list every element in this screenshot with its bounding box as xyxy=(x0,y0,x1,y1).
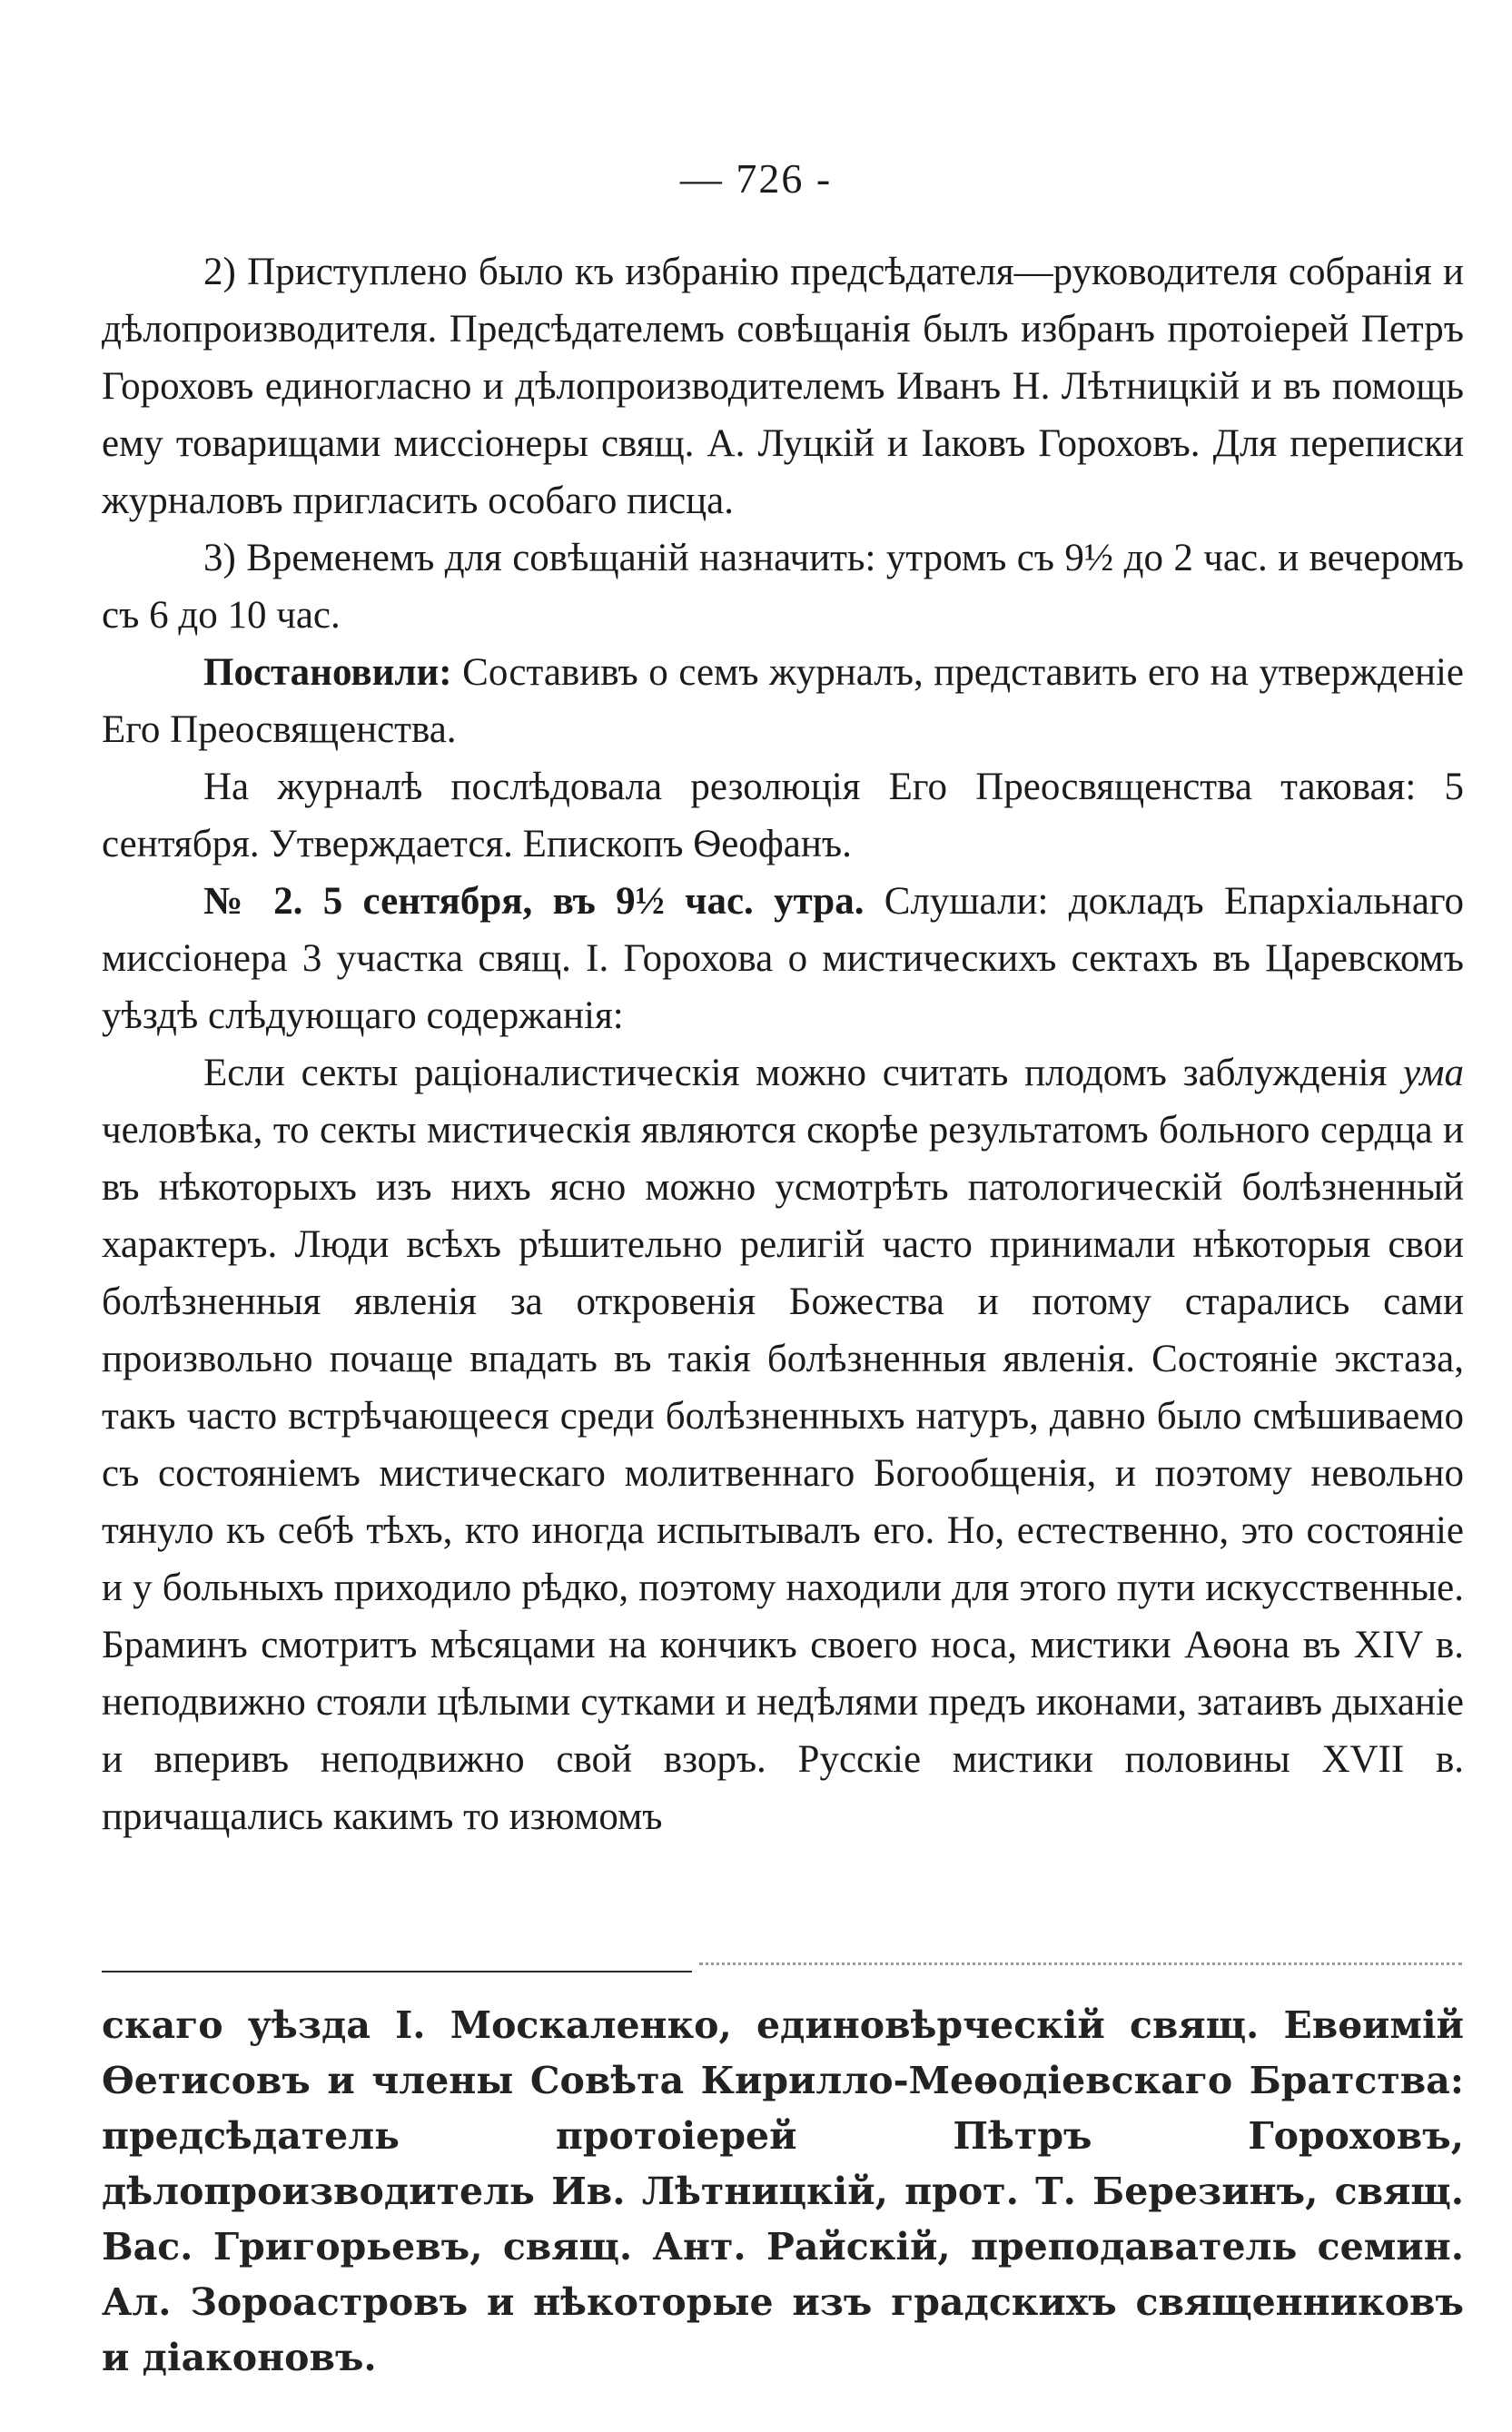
paragraph-election: 2) Приступлено было къ избранію предсѣдателя—руководителя собранія и дѣлопроизводителя. Предсѣдателемъ совѣщанія былъ избранъ протоіерей Петръ Гороховъ единогласно и дѣлопроизводителемъ Иванъ Н. Лѣтницкій и въ помощь ему товарищами миссіонеры свящ. А. Луцкій и Іаковъ Гороховъ. Для переписки журналовъ пригласить особаго писца. xyxy=(102,251,1464,522)
paragraph-mystic-sects xyxy=(102,1044,1464,1845)
footnote-rule xyxy=(102,1971,692,1972)
session-heading: № 2. 5 сентября, въ 9½ час. утра. xyxy=(203,880,865,923)
resolution-lead: Постановили: xyxy=(203,651,452,694)
paragraph-session-two xyxy=(102,873,1464,1044)
sects-text-start: Если секты раціоналистическія можно считать плодомъ заблужденія xyxy=(203,1052,1404,1094)
sects-text-rest: человѣка, то секты мистическія являются скорѣе результатомъ больного сердца и въ нѣкоторыхъ изъ нихъ ясно можно усмотрѣть патологическій болѣзненный характеръ. Люди всѣхъ рѣшительно религій часто принимали нѣкоторыя свои болѣзненныя явленія за откровенія Божества и потому старались сами произвольно почаще впадать въ такія болѣзненныя явленія. Состояніе экстаза, такъ часто встрѣчающееся среди болѣзненныхъ натуръ, давно было смѣшиваемо съ состояніемъ мистическаго молитвеннаго Богообщенія, и поэтому невольно тянуло къ себѣ тѣхъ, кто иногда испытывалъ его. Но, естественно, это состояніе и у больныхъ приходило рѣдко, поэтому находили для этого пути искусственные. Браминъ смотритъ мѣсяцами на кончикъ своего носа, мистики Аѳона въ XIV в. неподвижно стояли цѣлыми сутками и недѣлями предъ иконами, затаивъ дыханіе и вперивъ неподвижно свой взоръ. Русскіе мистики половины XVII в. причащались какимъ то изюмомъ xyxy=(102,1109,1464,1838)
paragraph-meeting-times: 3) Временемъ для совѣщаній назначить: утромъ съ 9½ до 2 час. и вечеромъ съ 6 до 10 час. xyxy=(102,537,1464,637)
footnote-text: скаго уѣзда І. Москаленко, единовѣрческій свящ. Евѳимій Ѳетисовъ и члены Совѣта Кирилло-Меѳодіевскаго Братства: предсѣдатель протоіерей Пѣтръ Гороховъ, дѣлопроизводитель Ив. Лѣтницкій, прот. Т. Березинъ, свящ. Вас. Григорьевъ, свящ. Ант. Райскій, преподаватель семин. Ал. Зороастровъ и нѣкоторые изъ градскихъ священниковъ и діаконовъ. xyxy=(102,2003,1464,2379)
main-text xyxy=(102,243,1464,1845)
paragraph-bishop-note: На журналѣ послѣдовала резолюція Его Преосвященства таковая: 5 сентября. Утверждается. Епископъ Ѳеофанъ. xyxy=(102,766,1464,865)
footnote xyxy=(102,1998,1464,2386)
footnote-rule-dots xyxy=(699,1962,1462,1980)
session-text: Слушали: докладъ Епархіальнаго миссіонера 3 участка свящ. І. Горохова о мистическихъ сектахъ въ Царевскомъ уѣздѣ слѣдующаго содержанія: xyxy=(102,880,1465,1037)
paragraph-resolution xyxy=(102,644,1464,758)
sects-emphasis: ума xyxy=(1403,1052,1464,1094)
page-number: — 726 - xyxy=(679,155,833,202)
resolution-text: Составивъ о семъ журналъ, представить его на утвержденіе Его Преосвященства. xyxy=(102,651,1464,751)
